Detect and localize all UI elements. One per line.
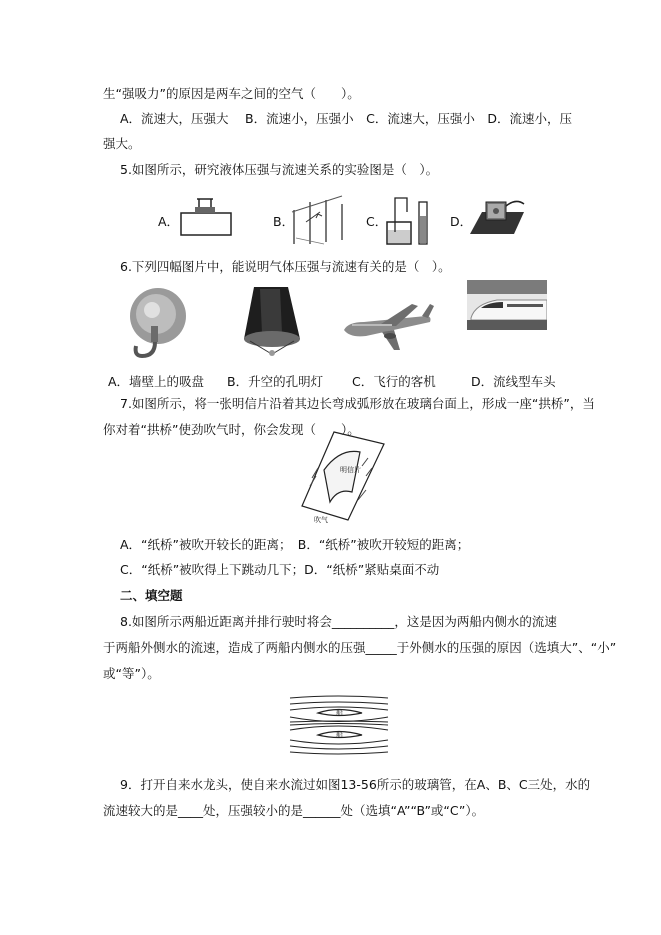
q6-caption-c: C．飞行的客机 [352,374,436,389]
q5-label-b: B． [273,214,295,229]
q7-options-2: C．“纸桥”被吹得上下跳动几下；D．“纸桥”紧贴桌面不动 [120,562,440,577]
question-5: 5.如图所示，研究液体压强与流速关系的实验图是（ ）。 [120,162,439,177]
q6-suction-cup-image [118,286,188,362]
q5-label-c: C． [366,214,388,229]
question-9-line-2: 流速较大的是____处，压强较小的是______处（选填“A”“B”或“C”）。 [103,803,485,818]
question-8-line-1: 8.如图所示两船近距离并排行驶时将会__________，这是因为两船内侧水的流速 [120,614,557,629]
q5-figure-a [175,197,237,239]
text-line-1: 生“强吸力”的原因是两车之间的空气（ ）。 [103,86,360,101]
question-8-line-3: 或“等”）。 [103,666,160,681]
q7-options-1: A．“纸桥”被吹开较长的距离； B．“纸桥”被吹开较短的距离； [120,537,470,552]
q6-caption-d: D．流线型车头 [471,374,556,389]
q5-figure-d [466,194,528,240]
q6-caption-a: A．墙壁上的吸盘 [108,374,205,389]
q4-options: A．流速大，压强大 B．流速小，压强小 C．流速大，压强小 D．流速小，压 [120,111,572,126]
q4-options-wrap: 强大。 [103,136,141,151]
q7-paper-bridge-figure [300,430,386,526]
q6-train-image [467,280,547,330]
q7-blow-label: 吹气 [314,516,328,524]
q5-label-a: A． [158,214,180,229]
q8-boat-label-top: 船 [336,709,343,717]
q5-figure-b [290,192,348,248]
question-6: 6.下列四幅图片中，能说明气体压强与流速有关的是（ ）。 [120,259,451,274]
q6-airplane-image [342,300,434,354]
q5-label-d: D． [450,214,473,229]
question-8-line-2: 于两船外侧水的流速，造成了两船内侧水的压强_____于外侧水的压强的原因（选填大”、“小” [103,640,617,655]
q6-caption-b: B．升空的孔明灯 [227,374,324,389]
q8-boat-label-bottom: 船 [336,731,343,739]
q7-card-text: 明信片 [340,466,361,474]
q5-figure-c [383,192,433,248]
question-9-line-1: 9．打开自来水龙头，使自来水流过如图13-56所示的玻璃管，在A、B、C三处，水的 [120,777,591,792]
q6-sky-lantern-image [236,283,306,359]
question-7-line-1: 7.如图所示，将一张明信片沿着其边长弯成弧形放在玻璃台面上，形成一座“拱桥”，当 [120,396,595,411]
section-title-fill-in: 二、填空题 [120,588,183,603]
q8-boats-figure [288,694,390,756]
question-7-line-2: 你对着“拱桥”使劲吹气时，你会发现（ ）。 [103,422,360,437]
